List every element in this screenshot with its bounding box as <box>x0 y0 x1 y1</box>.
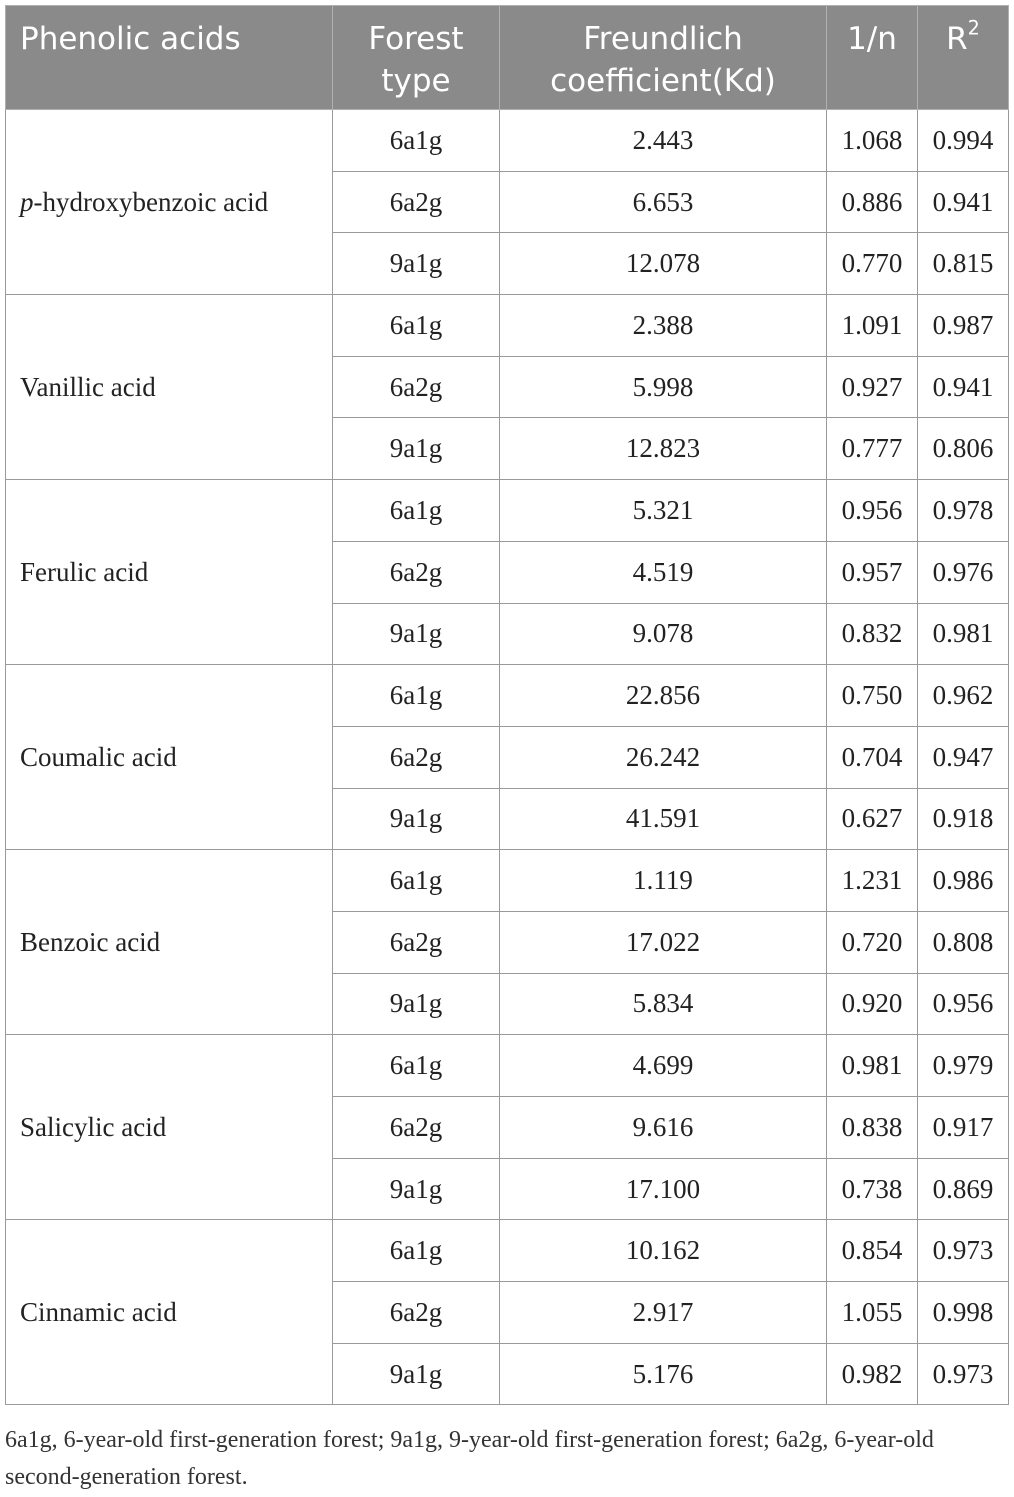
header-r2-superscript: 2 <box>967 16 980 40</box>
r2-cell: 0.981 <box>918 603 1009 665</box>
forest-type-cell: 6a1g <box>333 295 500 357</box>
kd-cell: 12.823 <box>500 418 827 480</box>
phenolic-acid-name: Cinnamic acid <box>6 1220 333 1405</box>
table-row <box>6 1035 1009 1097</box>
r2-cell: 0.947 <box>918 726 1009 788</box>
forest-type-cell: 6a2g <box>333 171 500 233</box>
header-forest-line1: Forest <box>368 21 464 57</box>
n-cell: 0.770 <box>827 233 918 295</box>
forest-type-cell: 9a1g <box>333 788 500 850</box>
n-cell: 0.704 <box>827 726 918 788</box>
r2-cell: 0.998 <box>918 1282 1009 1344</box>
forest-type-cell: 6a1g <box>333 480 500 542</box>
header-r-squared <box>918 6 1009 110</box>
kd-cell: 41.591 <box>500 788 827 850</box>
kd-cell: 1.119 <box>500 850 827 912</box>
r2-cell: 0.815 <box>918 233 1009 295</box>
n-cell: 0.981 <box>827 1035 918 1097</box>
n-cell: 0.627 <box>827 788 918 850</box>
header-forest-line2: type <box>381 63 451 99</box>
kd-cell: 5.834 <box>500 973 827 1035</box>
kd-cell: 17.100 <box>500 1158 827 1220</box>
table-header <box>6 6 1009 110</box>
forest-type-cell: 6a1g <box>333 1220 500 1282</box>
n-cell: 0.777 <box>827 418 918 480</box>
n-cell: 0.920 <box>827 973 918 1035</box>
kd-cell: 9.078 <box>500 603 827 665</box>
forest-type-cell: 9a1g <box>333 973 500 1035</box>
header-1-over-n: 1/n <box>827 6 918 110</box>
n-cell: 0.838 <box>827 1097 918 1159</box>
r2-cell: 0.941 <box>918 171 1009 233</box>
forest-type-cell: 9a1g <box>333 1158 500 1220</box>
n-cell: 0.957 <box>827 541 918 603</box>
r2-cell: 0.986 <box>918 850 1009 912</box>
kd-cell: 6.653 <box>500 171 827 233</box>
r2-cell: 0.869 <box>918 1158 1009 1220</box>
header-r2-base: R <box>946 21 968 57</box>
kd-cell: 2.388 <box>500 295 827 357</box>
n-cell: 1.231 <box>827 850 918 912</box>
kd-cell: 5.321 <box>500 480 827 542</box>
header-phenolic-acids: Phenolic acids <box>6 6 333 110</box>
forest-type-cell: 6a1g <box>333 850 500 912</box>
r2-cell: 0.973 <box>918 1220 1009 1282</box>
phenolic-acid-name: Benzoic acid <box>6 850 333 1035</box>
phenolic-acid-name: Coumalic acid <box>6 665 333 850</box>
kd-cell: 26.242 <box>500 726 827 788</box>
r2-cell: 0.994 <box>918 110 1009 172</box>
table-row <box>6 665 1009 727</box>
r2-cell: 0.956 <box>918 973 1009 1035</box>
table-body <box>6 110 1009 1405</box>
kd-cell: 22.856 <box>500 665 827 727</box>
kd-cell: 9.616 <box>500 1097 827 1159</box>
kd-cell: 2.917 <box>500 1282 827 1344</box>
forest-type-cell: 6a2g <box>333 726 500 788</box>
kd-cell: 10.162 <box>500 1220 827 1282</box>
n-cell: 1.091 <box>827 295 918 357</box>
phenolic-acid-name: Ferulic acid <box>6 480 333 665</box>
kd-cell: 17.022 <box>500 911 827 973</box>
r2-cell: 0.973 <box>918 1343 1009 1405</box>
n-cell: 1.068 <box>827 110 918 172</box>
forest-type-cell: 9a1g <box>333 233 500 295</box>
r2-cell: 0.976 <box>918 541 1009 603</box>
n-cell: 0.738 <box>827 1158 918 1220</box>
forest-type-cell: 9a1g <box>333 1343 500 1405</box>
n-cell: 0.720 <box>827 911 918 973</box>
header-kd-line2: coefficient(Kd) <box>550 63 776 99</box>
header-kd-line1: Freundlich <box>583 21 743 57</box>
n-cell: 0.927 <box>827 356 918 418</box>
forest-type-cell: 6a2g <box>333 1097 500 1159</box>
n-cell: 1.055 <box>827 1282 918 1344</box>
table-row <box>6 480 1009 542</box>
r2-cell: 0.808 <box>918 911 1009 973</box>
r2-cell: 0.918 <box>918 788 1009 850</box>
kd-cell: 5.998 <box>500 356 827 418</box>
forest-type-cell: 6a1g <box>333 665 500 727</box>
phenolic-acid-name: Vanillic acid <box>6 295 333 480</box>
kd-cell: 2.443 <box>500 110 827 172</box>
n-cell: 0.750 <box>827 665 918 727</box>
r2-cell: 0.979 <box>918 1035 1009 1097</box>
kd-cell: 12.078 <box>500 233 827 295</box>
data-table <box>5 5 1009 1405</box>
r2-cell: 0.962 <box>918 665 1009 727</box>
forest-type-cell: 6a2g <box>333 541 500 603</box>
kd-cell: 4.699 <box>500 1035 827 1097</box>
r2-cell: 0.917 <box>918 1097 1009 1159</box>
forest-type-cell: 9a1g <box>333 418 500 480</box>
forest-type-cell: 6a1g <box>333 1035 500 1097</box>
r2-cell: 0.941 <box>918 356 1009 418</box>
table-row <box>6 110 1009 172</box>
kd-cell: 5.176 <box>500 1343 827 1405</box>
table-row <box>6 295 1009 357</box>
phenolic-acid-name: Salicylic acid <box>6 1035 333 1220</box>
kd-cell: 4.519 <box>500 541 827 603</box>
header-row <box>6 6 1009 110</box>
n-cell: 0.956 <box>827 480 918 542</box>
table-row <box>6 1220 1009 1282</box>
header-freundlich-coefficient <box>500 6 827 110</box>
n-cell: 0.854 <box>827 1220 918 1282</box>
forest-type-cell: 9a1g <box>333 603 500 665</box>
phenolic-acid-name: p-hydroxybenzoic acid <box>6 110 333 295</box>
r2-cell: 0.987 <box>918 295 1009 357</box>
n-cell: 0.886 <box>827 171 918 233</box>
r2-cell: 0.806 <box>918 418 1009 480</box>
table-footnote: 6a1g, 6-year-old first-generation forest; 9a1g, 9-year-old first-generation forest; 6a2g, 6-year-old second-generation forest. <box>5 1427 934 1490</box>
header-forest-type <box>333 6 500 110</box>
n-cell: 0.832 <box>827 603 918 665</box>
table-row <box>6 850 1009 912</box>
n-cell: 0.982 <box>827 1343 918 1405</box>
forest-type-cell: 6a1g <box>333 110 500 172</box>
forest-type-cell: 6a2g <box>333 911 500 973</box>
forest-type-cell: 6a2g <box>333 1282 500 1344</box>
r2-cell: 0.978 <box>918 480 1009 542</box>
forest-type-cell: 6a2g <box>333 356 500 418</box>
